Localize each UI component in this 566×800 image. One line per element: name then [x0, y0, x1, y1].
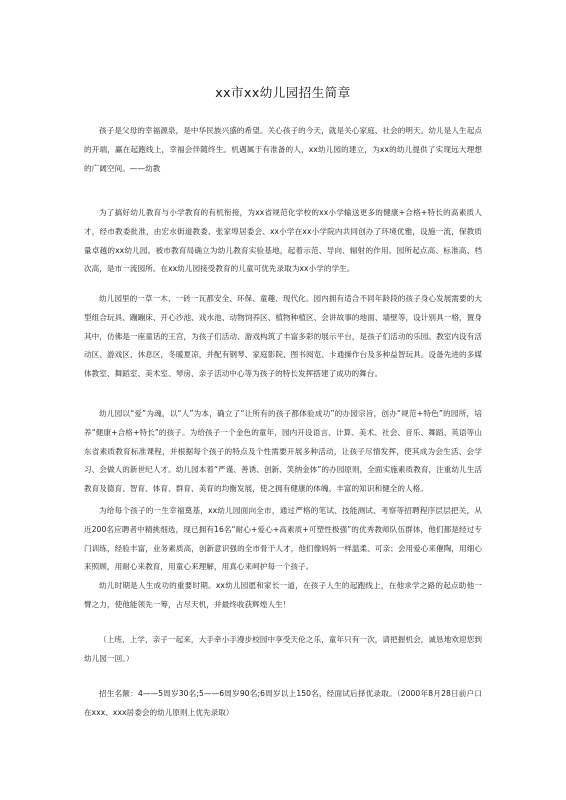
paragraph-invitation: （上班、上学，亲子一起来，大手牵小手漫步校园中享受天伦之乐，童年只有一次，请把握机会，诚恳地欢迎您到幼儿园一回。） — [84, 635, 482, 663]
paragraph-enrollment-quota: 招生名额：4——5周岁30名;5——6周岁90名;6周岁以上150名，经面试后择优录取。（2000年8月28日前户口在xxx、xxx居委会的幼儿原则上优先录取） — [84, 689, 482, 717]
paragraph-facilities: 幼儿园里的一草一木、一砖一瓦都安全、环保、童趣、现代化。园内拥有适合不同年龄段的孩子身心发展需要的大型组合玩具、蹦蹦床、开心沙池、戏水池、动物饲养区、植物种植区、会讲故事的地面、墙壁等，设计别具一格，置身其中，仿佛是一座童话的王宫，为孩子们活动、游戏构筑了丰富多彩的展示平台，是孩子们活动的乐园。教室内设有活动区、游戏区、休息区，冬暖夏凉，并配有钢琴、家庭影院、图书阅览、卡通操作台及多种益智玩具。设备先进的多媒体教室、舞蹈室、美术室、琴房、亲子活动中心等为孩子的特长发挥搭建了成功的舞台。 — [84, 294, 482, 379]
paragraph-teachers: 为给每个孩子的一生幸福奠基，xx幼儿园面向全市，通过严格的笔试、技能测试、考察等招聘程序层层把关，从近200名应聘者中精挑细选，现已拥有16名“耐心+爱心+高素质+可塑性极强”的优秀教师队伍群体，他们都是经过专门训练，经验丰富，业务素质高，创新意识强的全市骨干人才，他们像妈妈一样温柔、可亲；会用爱心来催陶，用细心来照顾，用耐心来教育，用童心来理解，用真心来呵护每一个孩子。 — [84, 506, 482, 572]
paragraph-founding: 为了搞好幼儿教育与小学教育的有机衔接，为xx省规范化学校的xx小学输送更多的健康+合格+特长的高素质人才，经市教委批准，由宏水街道教委、张家埠居委会、xx小学在xx小学院内共同创办了环境优雅，设施一流，保教质量卓越的xx幼儿园。被市教育局确立为幼儿教育实验基地，起着示范、导向、辐射的作用。园所起点高、标准高、档次高，是市一流园所。在xx幼儿园接受教育的儿童可优先录取为xx小学的学生。 — [84, 208, 482, 274]
paragraph-closing: 幼儿时期是人生成功的重要时期。xx幼儿园愿和家长一道，在孩子人生的起跑线上，在他求学之路的起点助他一臂之力，使他能领先一筹，占尽天机，并最终收获辉煌人生！ — [84, 581, 482, 609]
paragraph-philosophy: 幼儿园以“爱”为魂，以“人”为本，确立了“让所有的孩子都体验成功”的办园宗旨，创办“规范+特色”的园所，培养“健康+合格+特长”的孩子。为给孩子一个金色的童年，园内开设语言、计算、美术、社会、音乐、舞蹈、英语等山东省素质教育标准课程，并根据每个孩子的特点及个性需要开展多种活动，让孩子尽情发挥，使其成为会生活、会学习、会做人的新世纪人才。幼儿园本着“严谨、善诱、创新、笑纳金体”的办园原则，全面实施素质教育，注重幼儿生活教育及德育、智育、体育、群育、美育的均衡发展，使之拥有健康的体魄、丰富的知识和健全的人格。 — [84, 409, 482, 494]
paragraph-intro: 孩子是父母的幸福源泉，是中华民族兴盛的希望。关心孩子的今天，就是关心家庭、社会的明天。幼儿是人生起点的开端，赢在起跑线上，幸福会伴随终生。机遇属于有准备的人，xx幼儿园的建立，为xx的幼儿提供了实现远大理想的广阔空间。——幼教 — [84, 126, 482, 173]
document-title: xx市xx幼儿园招生简章 — [215, 85, 351, 100]
